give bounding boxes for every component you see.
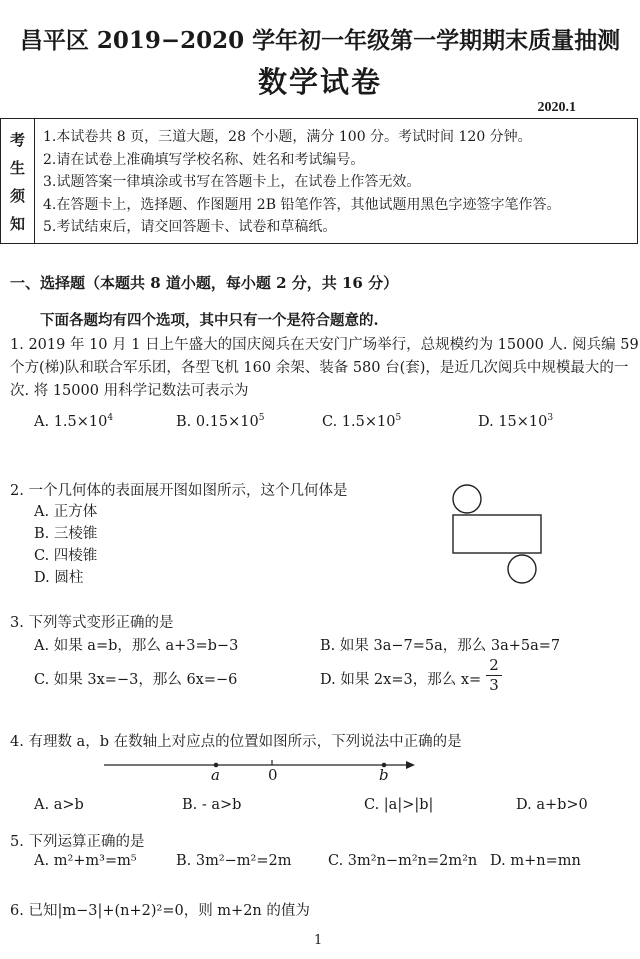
fraction-numerator: 2	[489, 656, 499, 674]
q1-line: 次. 将 15000 用科学记数法可表示为	[10, 383, 249, 399]
exam-title: 昌平区 2019−2020 学年初一年级第一学期期末质量抽测	[19, 27, 621, 54]
q4-option-d: D. a+b>0	[516, 797, 588, 813]
section-heading: 一、选择题（本题共 8 道小题，每小题 2 分，共 16 分）	[10, 274, 399, 292]
q4-option-b: B. - a>b	[182, 797, 242, 813]
q1-option-d	[478, 413, 553, 430]
q2-stem: 2. 一个几何体的表面展开图如图所示，这个几何体是	[10, 483, 348, 499]
notice-items	[43, 126, 560, 239]
option-exponent: 5	[258, 413, 265, 423]
q6-stem: 6. 已知|m−3|+(n+2)²=0，则 m+2n 的值为	[10, 903, 310, 919]
top-circle	[453, 485, 481, 513]
option-exponent: 5	[395, 413, 402, 423]
axis-label-b: b	[379, 766, 389, 784]
q5-option-a: A. m²+m³=m⁵	[34, 853, 137, 869]
notice-heading-char: 知	[9, 214, 25, 233]
notice-item: 3.试题答案一律填涂或书写在答题卡上，在试卷上作答无效。	[43, 174, 421, 190]
page-number: 1	[314, 933, 323, 948]
exam-subject-title: 数学试卷	[257, 65, 382, 99]
number-line-figure	[100, 756, 420, 786]
option-text: D. 15×10	[478, 413, 548, 430]
q3-option-b: B. 如果 3a−7=5a，那么 3a+5a=7	[320, 638, 561, 654]
cylinder-net-figure	[448, 482, 548, 587]
section-instruction: 下面各题均有四个选项，其中只有一个是符合题意的.	[40, 312, 379, 329]
axis-label-a: a	[211, 766, 220, 784]
fraction-denominator: 3	[486, 675, 502, 694]
option-exponent: 3	[547, 413, 554, 423]
option-text: A. 1.5×10	[34, 413, 108, 430]
q4-option-a: A. a>b	[34, 797, 84, 813]
notice-item: 2.请在试卷上准确填写学校名称、姓名和考试编号。	[43, 151, 365, 168]
q2-option-b: B. 三棱锥	[34, 526, 98, 542]
q1-option-c	[322, 413, 401, 430]
q4-option-c: C. |a|>|b|	[364, 797, 434, 813]
q1-line: 个方(梯)队和联合军乐团，各型飞机 160 余架、装备 580 台(套)，是近几次阅兵中规模最大的一	[10, 360, 629, 376]
lateral-rectangle	[453, 515, 541, 553]
q1-option-b	[176, 413, 265, 430]
q4-stem: 4. 有理数 a，b 在数轴上对应点的位置如图所示，下列说法中正确的是	[10, 734, 462, 750]
notice-item: 5.考试结束后，请交回答题卡、试卷和草稿纸。	[43, 219, 337, 235]
notice-heading-char: 须	[9, 186, 25, 205]
q3-option-a: A. 如果 a=b，那么 a+3=b−3	[34, 638, 239, 654]
q5-option-d: D. m+n=mn	[490, 853, 581, 869]
q5-stem: 5. 下列运算正确的是	[10, 834, 145, 850]
exam-date: 2020.1	[537, 100, 576, 115]
q5-option-b: B. 3m²−m²=2m	[176, 853, 292, 869]
notice-heading-char: 考	[9, 130, 25, 149]
q5-option-c: C. 3m²n−m²n=2m²n	[328, 853, 478, 869]
q3-option-c: C. 如果 3x=−3，那么 6x=−6	[34, 672, 238, 688]
q3-stem: 3. 下列等式变形正确的是	[10, 615, 174, 631]
q3-option-d: D. 如果 2x=3，那么 x=	[320, 672, 482, 688]
q3-fraction	[486, 656, 502, 694]
q1-option-a	[34, 413, 113, 430]
axis-arrow	[406, 761, 415, 769]
notice-heading	[1, 119, 35, 243]
option-exponent: 4	[107, 413, 114, 423]
q2-option-d: D. 圆柱	[34, 570, 84, 586]
exam-notice-box	[0, 118, 638, 244]
option-text: B. 0.15×10	[176, 413, 259, 430]
notice-heading-char: 生	[9, 158, 25, 177]
q2-option-c: C. 四棱锥	[34, 548, 98, 564]
option-text: C. 1.5×10	[322, 413, 396, 430]
bottom-circle	[508, 555, 536, 583]
axis-label-zero: 0	[268, 766, 278, 784]
notice-item: 1.本试卷共 8 页，三道大题，28 个小题，满分 100 分。考试时间 120 分钟。	[43, 129, 532, 145]
notice-item: 4.在答题卡上，选择题、作图题用 2B 铅笔作答，其他试题用黑色字迹签字笔作答。	[43, 196, 561, 213]
q2-option-a: A. 正方体	[34, 504, 98, 520]
q1-line: 1. 2019 年 10 月 1 日上午盛大的国庆阅兵在天安门广场举行，总规模约为 15000 人. 阅兵编 59	[10, 337, 639, 353]
